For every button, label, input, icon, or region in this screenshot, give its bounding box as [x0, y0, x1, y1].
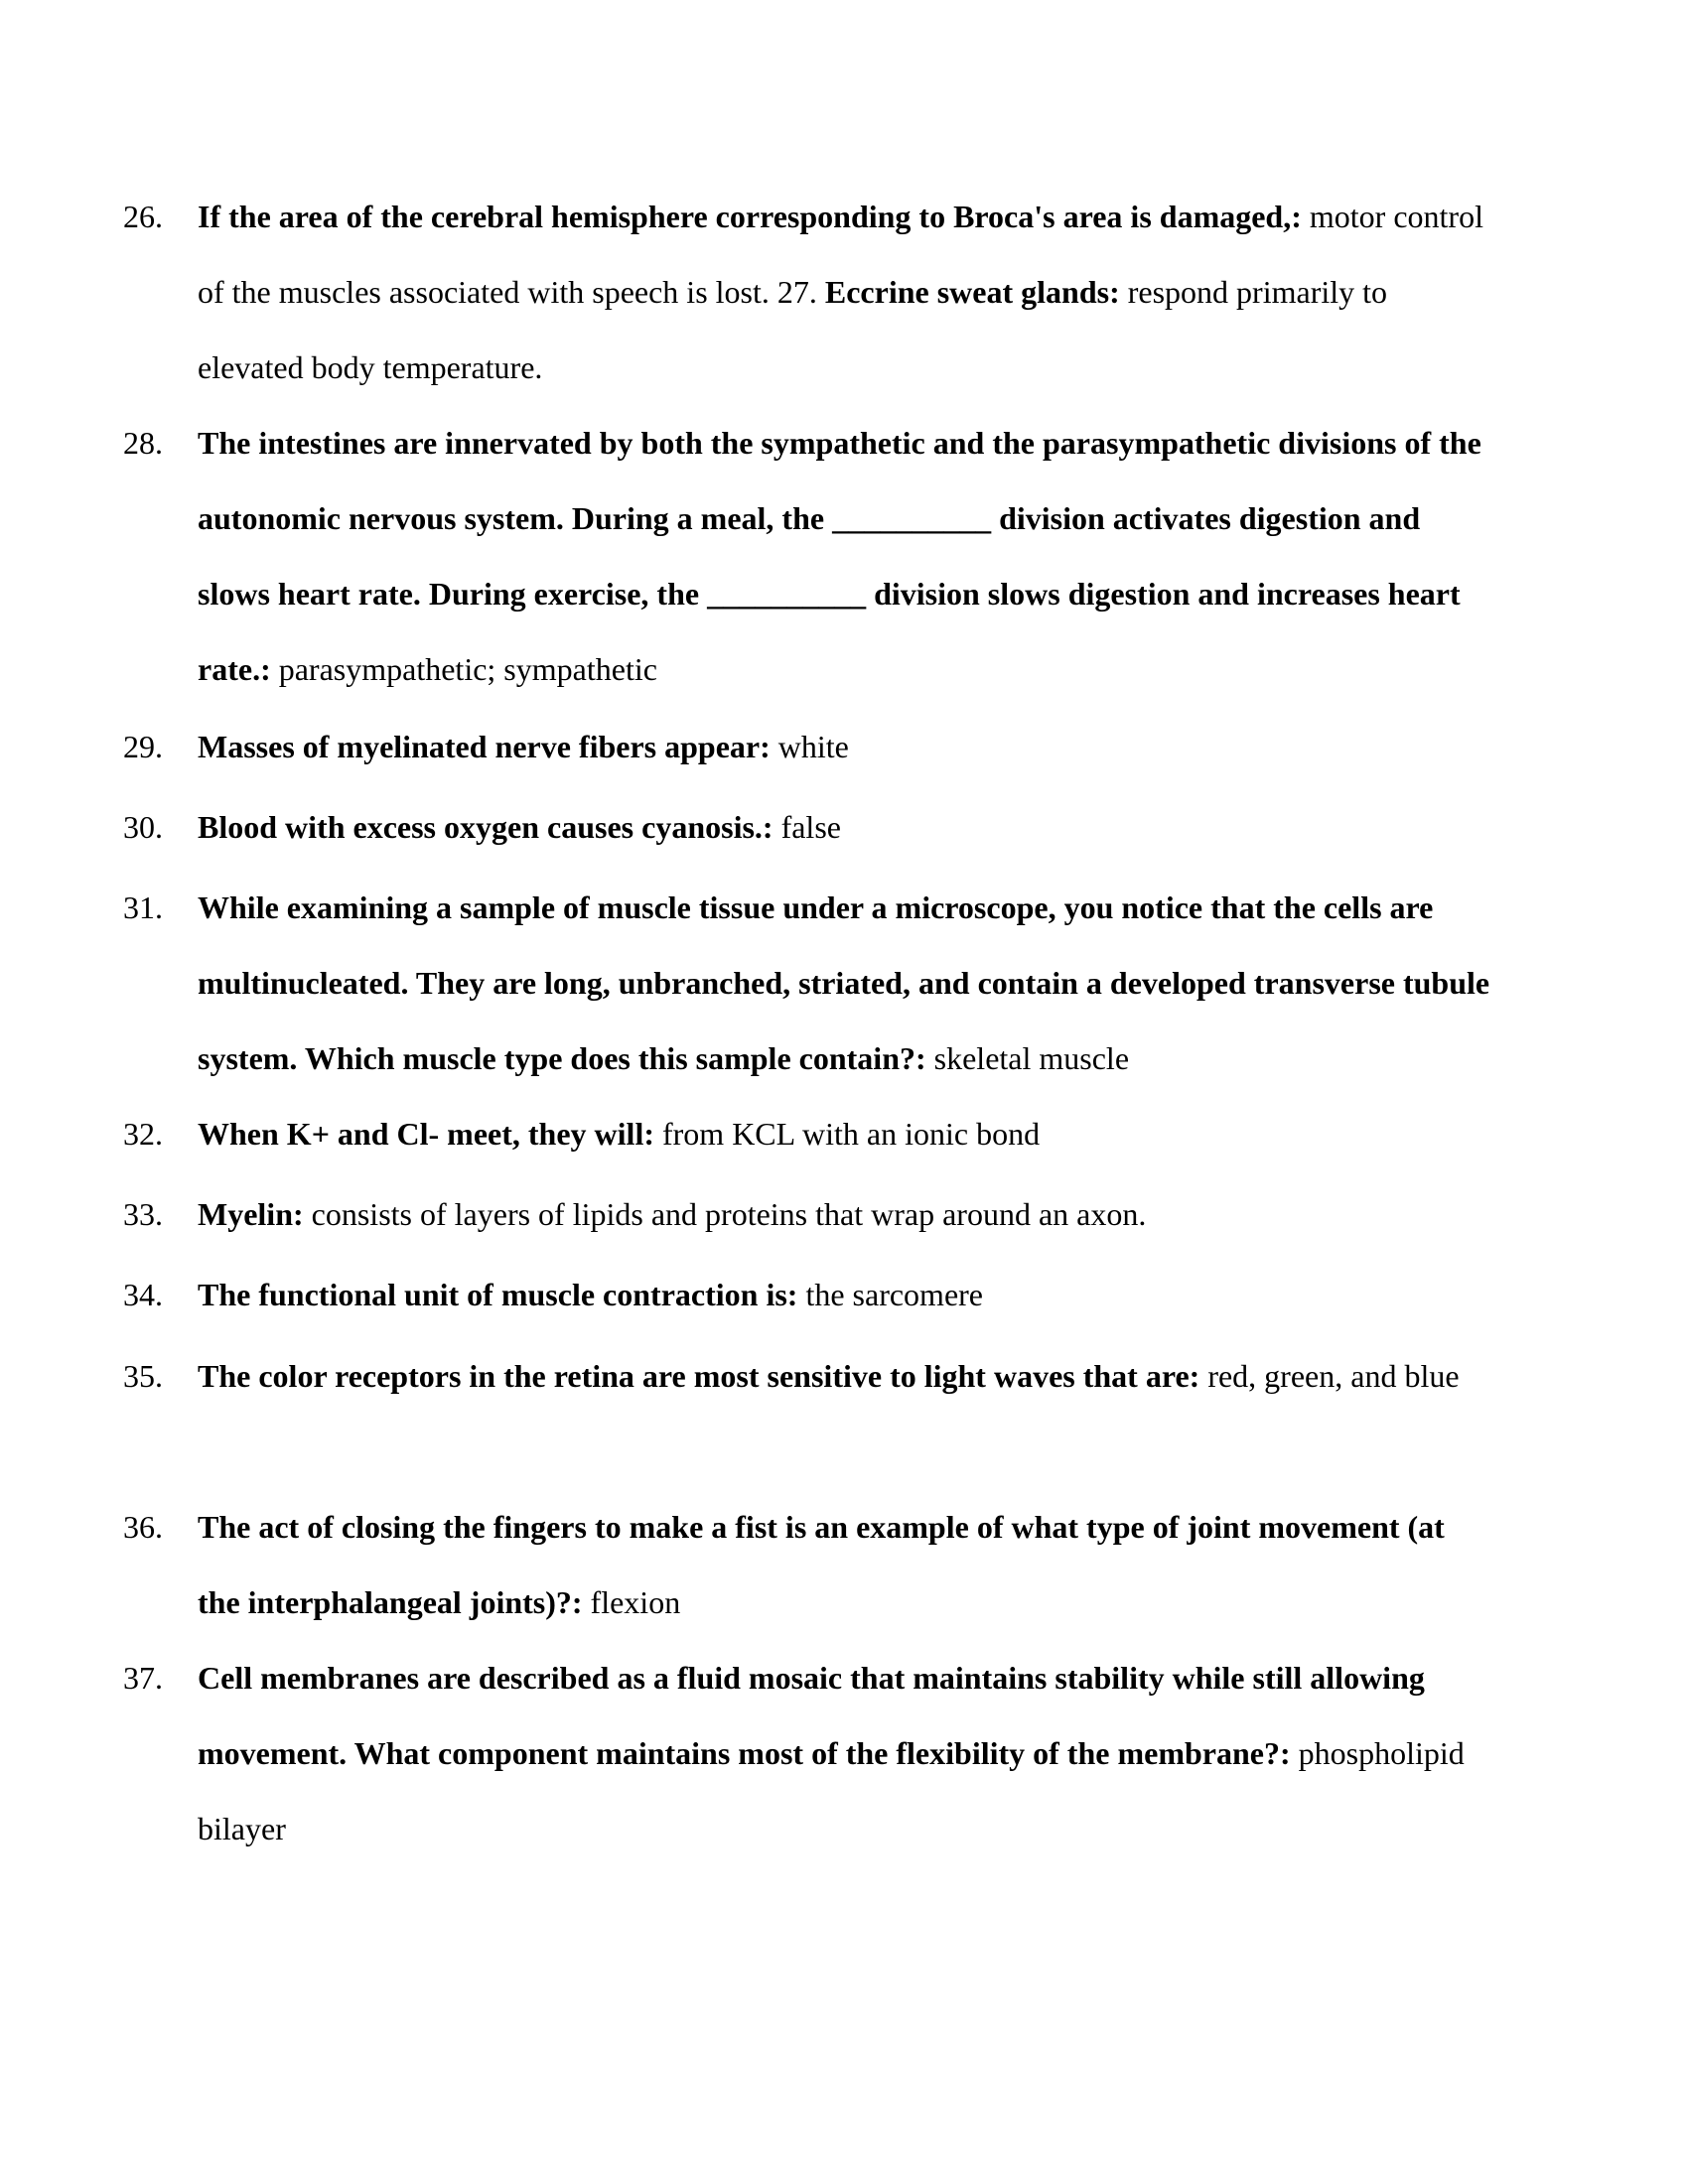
- answer-text: flexion: [590, 1584, 681, 1620]
- item-number: 33.: [123, 1196, 163, 1232]
- item-number: 36.: [123, 1509, 163, 1545]
- item-number: 28.: [123, 425, 163, 461]
- answer-text: false: [780, 809, 841, 845]
- answer-text: white: [777, 729, 849, 764]
- question-text: Masses of myelinated nerve fibers appear:: [198, 729, 771, 764]
- item-text: [198, 870, 1493, 1096]
- item-text: [198, 1257, 1493, 1332]
- item-number: 37.: [123, 1660, 163, 1696]
- answer-text: from KCL with an ionic bond: [661, 1116, 1041, 1152]
- question-text: Blood with excess oxygen causes cyanosis.:: [198, 809, 774, 845]
- question-text: If the area of the cerebral hemisphere corresponding to Broca's area is damaged,:: [198, 199, 1302, 234]
- question-text: Myelin:: [198, 1196, 304, 1232]
- answer-text: phospholipid bilayer: [198, 1735, 1465, 1846]
- item-text: [198, 1489, 1493, 1640]
- answer-text: the sarcomere: [805, 1277, 983, 1312]
- item-text: [198, 405, 1493, 707]
- answer-text: skeletal muscle: [933, 1040, 1130, 1076]
- item-text: [198, 1096, 1493, 1171]
- item-text: [198, 1176, 1493, 1252]
- item-number: 31.: [123, 889, 163, 925]
- question-text: The act of closing the fingers to make a fist is an example of what type of joint movement (at the interphalangeal joints)?:: [198, 1509, 1445, 1620]
- answer-text: parasympathetic; sympathetic: [278, 651, 657, 687]
- item-text: [198, 789, 1493, 865]
- question-text: Eccrine sweat glands:: [824, 274, 1120, 310]
- question-text: The functional unit of muscle contraction is:: [198, 1277, 798, 1312]
- answer-text: consists of layers of lipids and proteins that wrap around an axon.: [311, 1196, 1147, 1232]
- question-text: While examining a sample of muscle tissue under a microscope, you notice that the cells are multinucleated. They are long, unbranched, striated, and contain a developed transverse tubule system. Which muscle type does this sample contain?:: [198, 889, 1490, 1076]
- question-text: The color receptors in the retina are most sensitive to light waves that are:: [198, 1358, 1200, 1394]
- item-number: 29.: [123, 729, 163, 764]
- item-text: [198, 1640, 1493, 1866]
- item-text: [198, 709, 1493, 784]
- question-text: The intestines are innervated by both the sympathetic and the parasympathetic divisions of the autonomic nervous system. During a meal, the __________ division activates digestion and slows heart rate. During exercise, the __________ division slows digestion and increases heart rate.:: [198, 425, 1481, 687]
- item-number: 34.: [123, 1277, 163, 1312]
- item-text: [198, 1338, 1493, 1414]
- answer-text: respond primarily to elevated body temperature.: [198, 274, 1388, 385]
- item-number: 35.: [123, 1358, 163, 1394]
- item-text: [198, 179, 1493, 405]
- question-text: Cell membranes are described as a fluid mosaic that maintains stability while still allowing movement. What component maintains most of the flexibility of the membrane?:: [198, 1660, 1425, 1771]
- item-number: 30.: [123, 809, 163, 845]
- answer-text: red, green, and blue: [1207, 1358, 1460, 1394]
- item-number: 26.: [123, 199, 163, 234]
- question-text: When K+ and Cl- meet, they will:: [198, 1116, 654, 1152]
- item-number: 32.: [123, 1116, 163, 1152]
- answer-text: motor control of the muscles associated with speech is lost. 27.: [198, 199, 1483, 310]
